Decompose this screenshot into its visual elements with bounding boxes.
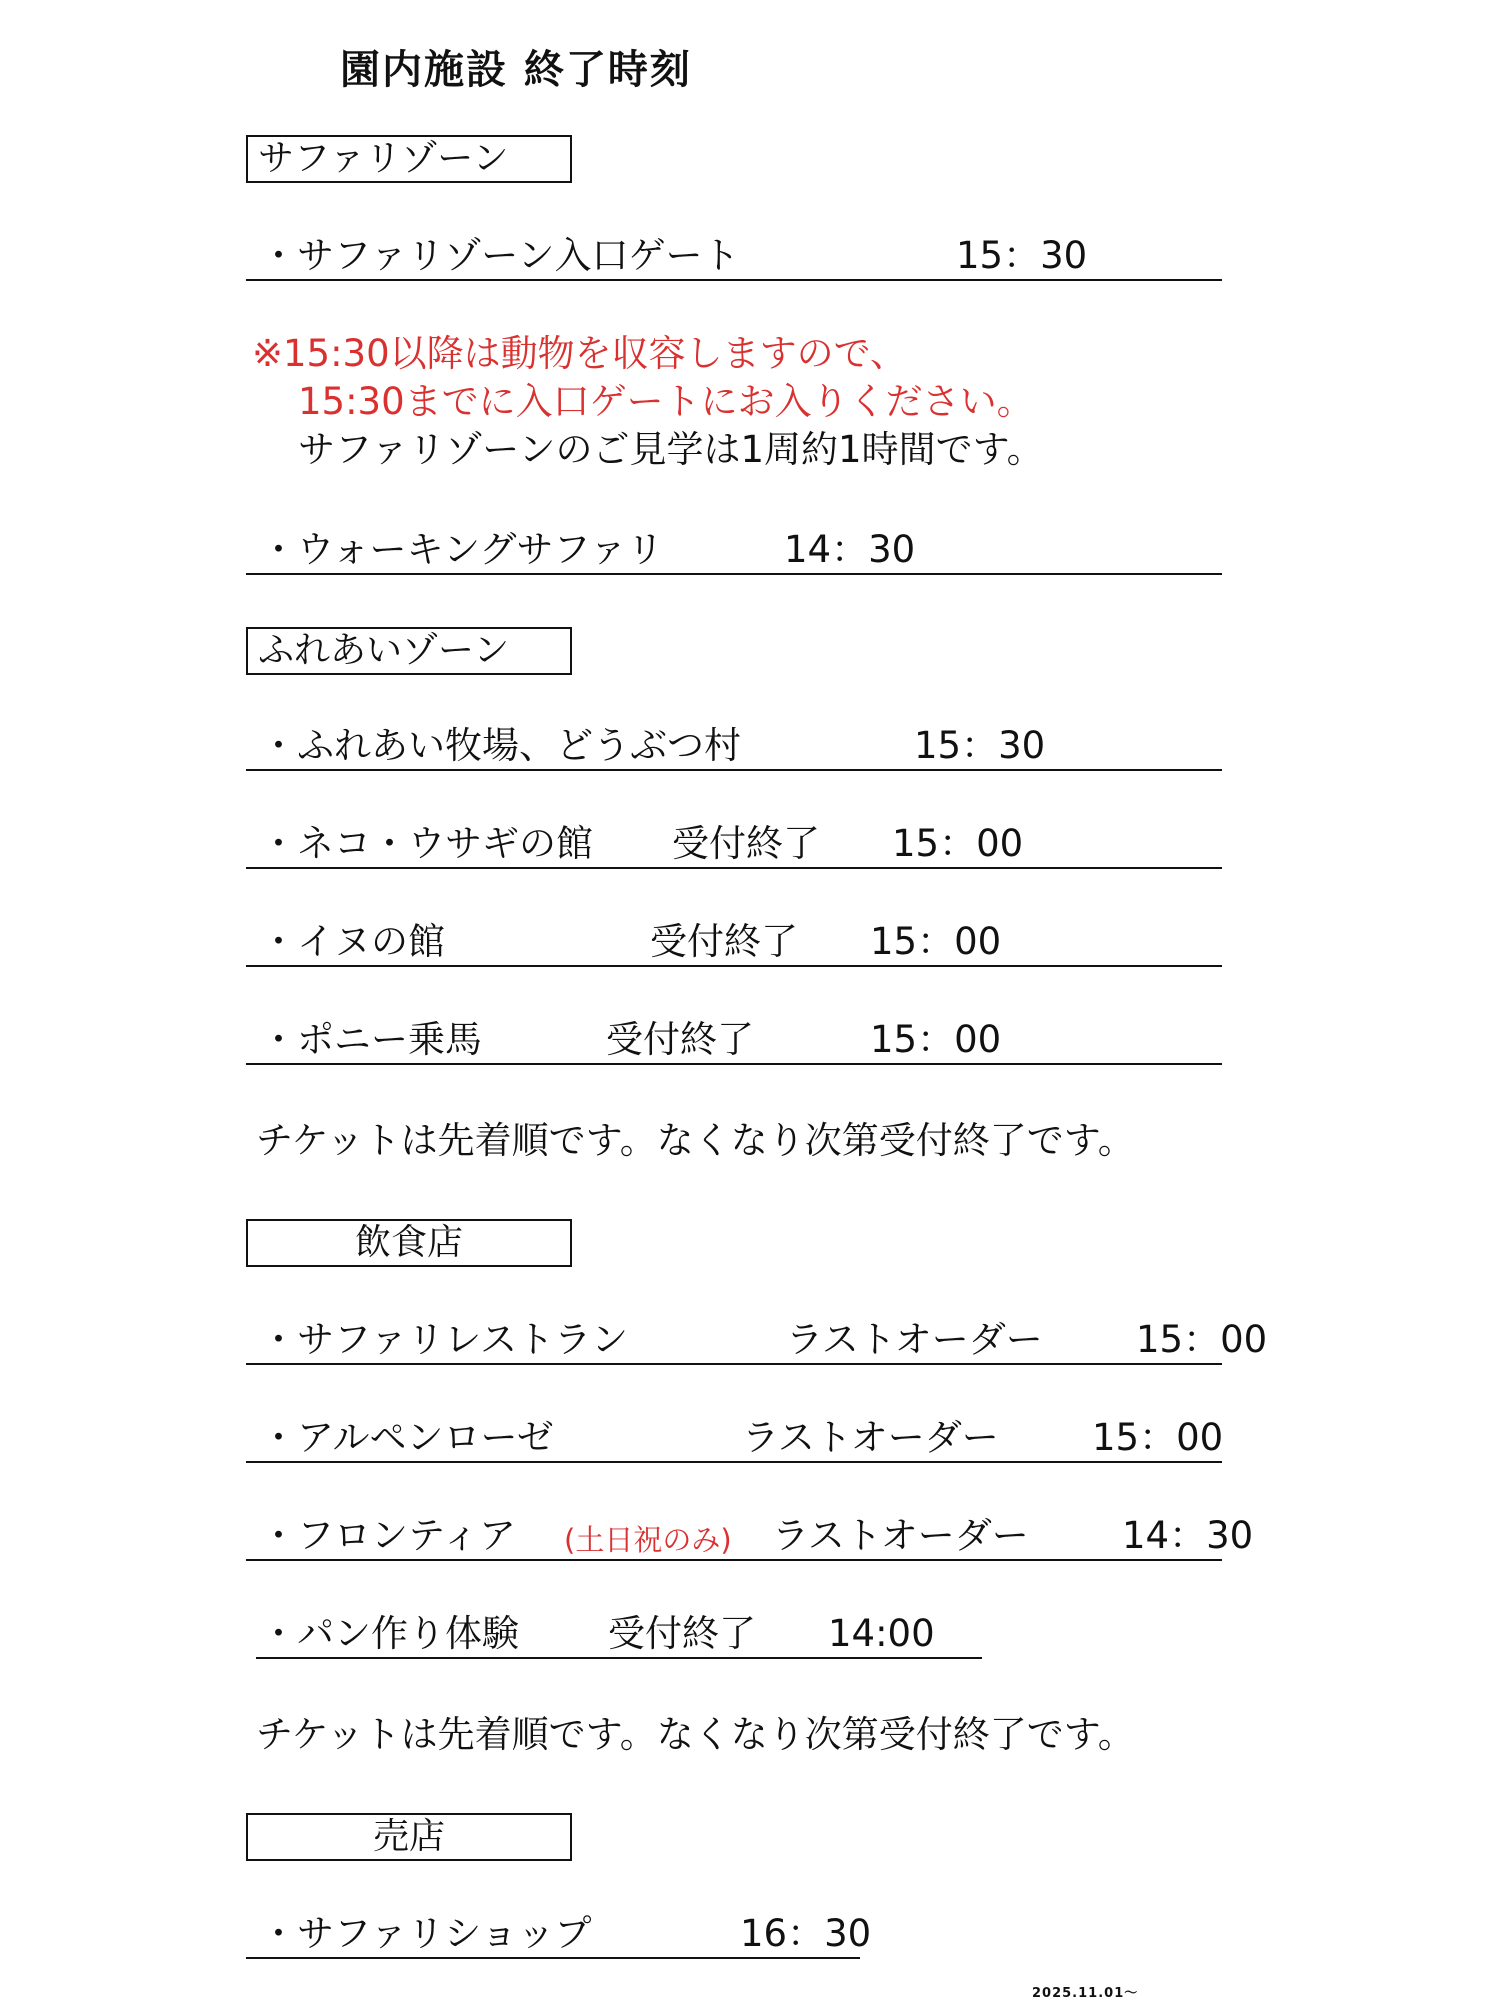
closing-time: 15：30: [914, 724, 1046, 767]
facility-name: ・サファリショップ: [260, 1912, 592, 1955]
closing-time: 15：00: [870, 1018, 1002, 1061]
status-label: 受付終了: [672, 822, 820, 865]
closing-time: 14:00: [828, 1612, 935, 1655]
facility-name: ・サファリレストラン: [260, 1318, 629, 1361]
facility-name: ・ポニー乗馬: [260, 1018, 482, 1061]
facility-name: ・ウォーキングサファリ: [260, 528, 664, 571]
closing-time: 15：00: [1092, 1416, 1224, 1459]
row-bread-making: [256, 1611, 982, 1659]
row-safari-shop: [246, 1911, 872, 1959]
section-heading-food: 飲食店: [246, 1219, 572, 1267]
status-label: 受付終了: [650, 920, 798, 963]
section-heading-fureai: ふれあいゾーン: [246, 627, 572, 675]
safari-note-2: 15:30までに入口ゲートにお入りください。: [298, 380, 1034, 423]
row-fureai-farm: [246, 723, 1222, 771]
closing-time: 15：00: [870, 920, 1002, 963]
fureai-ticket-note: チケットは先着順です。なくなり次第受付終了です。: [256, 1119, 1135, 1162]
facility-name: ・イヌの館: [260, 920, 445, 963]
closing-time: 15：00: [1136, 1318, 1268, 1361]
page-title: 園内施設 終了時刻: [340, 47, 692, 93]
closing-time: 14：30: [1122, 1514, 1254, 1557]
closing-time: 14：30: [784, 528, 916, 571]
status-label: ラストオーダー: [742, 1416, 999, 1459]
row-alpenrose: [246, 1415, 1222, 1463]
closing-time: 15：00: [892, 822, 1024, 865]
section-heading-shop: 売店: [246, 1813, 572, 1861]
row-pony-riding: [246, 1017, 1222, 1065]
row-walking-safari: [246, 527, 1222, 575]
facility-name: ・アルペンローゼ: [260, 1416, 554, 1459]
facility-name: ・ネコ・ウサギの館: [260, 822, 593, 865]
facility-name: ・パン作り体験: [260, 1612, 519, 1655]
section-heading-safari: サファリゾーン: [246, 135, 572, 183]
status-label: 受付終了: [606, 1018, 754, 1061]
facility-name: ・ふれあい牧場、どうぶつ村: [260, 724, 741, 767]
facility-name: ・サファリゾーン入口ゲート: [260, 234, 740, 277]
food-ticket-note: チケットは先着順です。なくなり次第受付終了です。: [256, 1713, 1135, 1756]
weekend-only-tag: (土日祝のみ): [564, 1523, 732, 1557]
row-safari-restaurant: [246, 1317, 1268, 1365]
footer-date: 2025.11.01～: [1032, 1986, 1139, 2001]
row-frontier: [246, 1513, 1254, 1561]
safari-note-1: ※15:30以降は動物を収容しますので、: [252, 332, 907, 375]
row-cat-rabbit-house: [246, 821, 1222, 869]
row-dog-house: [246, 919, 1222, 967]
status-label: ラストオーダー: [786, 1318, 1043, 1361]
status-label: 受付終了: [608, 1612, 756, 1655]
status-label: ラストオーダー: [772, 1514, 1029, 1557]
closing-time: 15：30: [956, 234, 1088, 277]
row-safari-entrance: [246, 233, 1222, 281]
safari-note-3: サファリゾーンのご見学は1周約1時間です。: [298, 428, 1044, 471]
closing-time: 16：30: [740, 1912, 872, 1955]
facility-name: ・フロンティア: [260, 1514, 517, 1557]
